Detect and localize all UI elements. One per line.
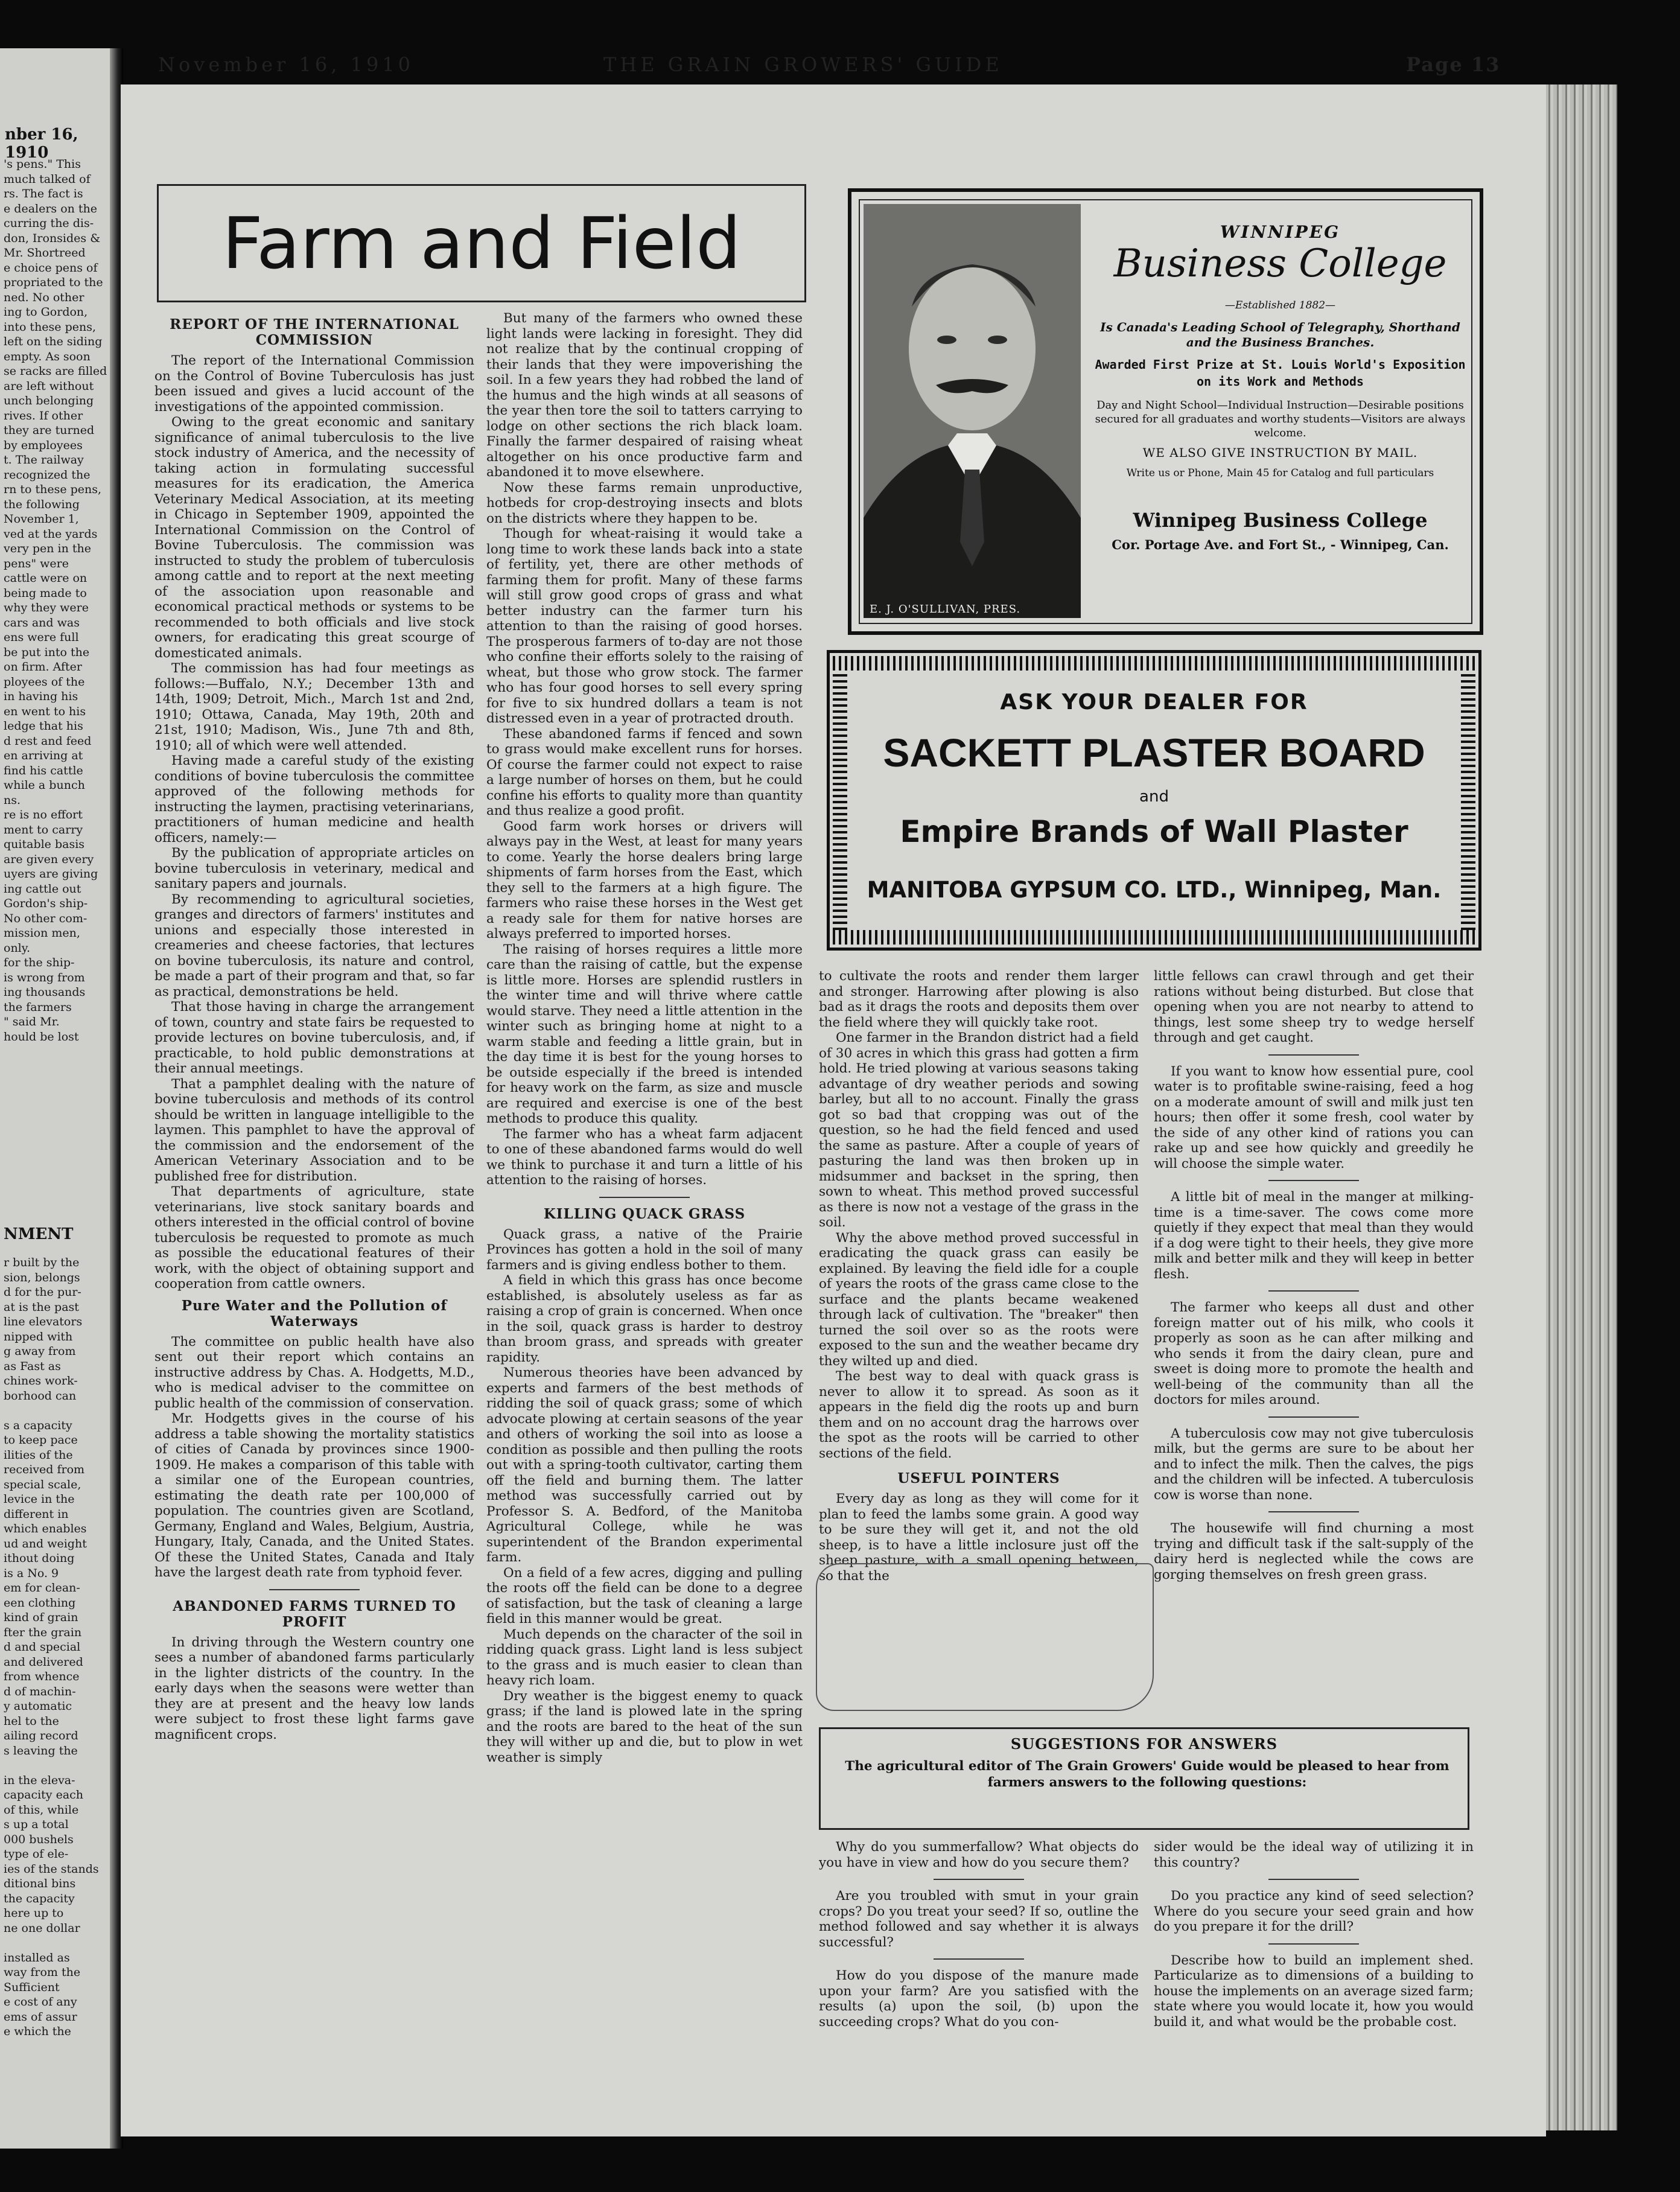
left-page-line: the capacity — [4, 1891, 75, 1905]
article-paragraph: Good farm work horses or drivers will always pay in the West, at least for many years to come. Yearly the horse dealers bring large shipments of farm horses from the East, which they sell to the farmers at a high figure. The farmers who raise these horses in the West get a ready sale for them for native horses are always preferred to imported horses. — [486, 818, 803, 941]
left-page-line: chines work- — [4, 1374, 78, 1388]
left-page-line: left on the siding — [4, 335, 103, 348]
article-paragraph: A field in which this grass has once become established, is absolutely useless as far as raising a crop of grain is concerned. When once in the soil, quack grass is harder to destroy than broom grass, and spreads with greater rapidity. — [486, 1273, 803, 1365]
left-page-line: capacity each — [4, 1788, 84, 1802]
left-page-line: e which the — [4, 2025, 71, 2038]
left-page-line: d and special — [4, 1640, 81, 1654]
left-page-line: Gordon's ship- — [4, 897, 88, 910]
article-paragraph: A tuberculosis cow may not give tuberculosis milk, but the germs are sure to be about her and to infect the milk. Then the calves, the pigs and the children will be infected. A tuberculosis cow is worse than none. — [1154, 1426, 1474, 1503]
left-page-text-top — [4, 157, 112, 1044]
article-paragraph: Having made a careful study of the existing conditions of bovine tuberculosis the committee approved of the following methods for instructing the laymen, practising veterinarians, practitioners of human medicine and health officers, namely:— — [154, 753, 474, 846]
left-page-line: hel to the — [4, 1714, 59, 1728]
left-page-line: are left without — [4, 379, 94, 393]
left-page-line: the following — [4, 497, 80, 511]
section-title: Farm and Field — [221, 202, 742, 285]
section-title-box — [157, 184, 806, 302]
left-page-line: November 1, — [4, 512, 79, 526]
article-paragraph: The farmer who keeps all dust and other foreign matter out of his milk, who cools it properly as soon as he can after milking and who sends it from the dairy clean, pure and sweet is doing more to promote the health and well-being of the community than all the doctors for miles around. — [1154, 1300, 1474, 1407]
left-page-line: while a bunch — [4, 779, 85, 792]
left-page-line: here up to — [4, 1907, 64, 1920]
left-page-line: s a capacity — [4, 1418, 72, 1432]
suggestions-title: SUGGESTIONS FOR ANSWERS — [1010, 1735, 1278, 1753]
question-paragraph: Why do you summerfallow? What objects do you have in view and how do you secure them? — [819, 1840, 1139, 1870]
left-page-line: ens were full — [4, 631, 79, 644]
ad-script-name: Business College — [1113, 241, 1447, 286]
article-paragraph: Mr. Hodgetts gives in the course of his address a table showing the mortality statistics of cities of Canada by provinces since 1900-1909. He makes a comparison of this table with a similar one of the European countries, estimating the death rate per 100,000 of population. The countries given are Scotland, Germany, England and Wales, Belgium, Austria, Hungary, Italy, Canada, and the United States. Of these the United States, Canada and Italy have the largest death rate from typhoid fever. — [154, 1411, 474, 1580]
left-page-line: ditional bins — [4, 1877, 76, 1890]
article-paragraph: On a field of a few acres, digging and pulling the roots off the field can be done to a degree of satisfaction, but the task of cleaning a large field in this manner would be great. — [486, 1565, 803, 1626]
left-page-line: from whence — [4, 1670, 80, 1683]
article-paragraph: Dry weather is the biggest enemy to quack grass; if the land is plowed late in the spring and the roots are bared to the heat of the sun they will wither up and die, but to plow in wet weather is simply — [486, 1688, 803, 1765]
left-page-line: d for the pur- — [4, 1286, 81, 1299]
ad-mail-instruction: WE ALSO GIVE INSTRUCTION BY MAIL. — [1142, 445, 1418, 460]
left-page-line: type of ele- — [4, 1847, 69, 1861]
left-page-line: unch belonging — [4, 394, 94, 407]
left-page-text-bottom — [4, 1255, 112, 2039]
left-page-line: ing thousands — [4, 986, 86, 999]
left-page-line: ns. — [4, 793, 21, 807]
header-date: November 16, 1910 — [158, 53, 415, 76]
ad-sackett-plaster-board: SACKETT PLASTER BOARD — [883, 730, 1425, 775]
left-page-line: ems of assur — [4, 2010, 77, 2024]
ad-hatch-top — [833, 656, 1475, 671]
left-page-line: in having his — [4, 690, 78, 703]
left-page-line: " said Mr. — [4, 1015, 60, 1028]
left-page-line: and delivered — [4, 1655, 83, 1669]
left-page-line: rives. If other — [4, 409, 83, 422]
article-paragraph: Why the above method proved successful in eradicating the quack grass can easily be explained. By leaving the field idle for a couple of years the roots of the grass came close to the surface and the plants became weakened through lack of cultivation. The "breaker" then turned the soil over so as the roots were exposed to the sun and the weather became dry they wilted up and died. — [819, 1230, 1139, 1369]
article-paragraph: That a pamphlet dealing with the nature of bovine tuberculosis and methods of its control should be written in language intelligible to the laymen. This pamphlet to have the approval of the commission and the endorsement of the American Veterinary Association and to be published free for distribution. — [154, 1076, 474, 1184]
portrait-caption: E. J. O'SULLIVAN, PRES. — [870, 603, 1021, 616]
article-paragraph: to cultivate the roots and render them larger and stronger. Harrowing after plowing is also bad as it drags the roots and deposits them over the field where they will quickly take root. — [819, 969, 1139, 1030]
left-page-line: s leaving the — [4, 1744, 78, 1757]
ad-hatch-bottom — [833, 930, 1475, 945]
left-page-line: cattle were on — [4, 572, 88, 585]
left-page-line: en arriving at — [4, 749, 83, 762]
ad-script-city: WINNIPEG — [1220, 222, 1341, 242]
left-page-line: recognized the — [4, 468, 91, 482]
left-page-line: empty. As soon — [4, 349, 91, 363]
winnipeg-business-college-ad — [848, 188, 1483, 635]
article-paragraph: That departments of agriculture, state veterinarians, live stock sanitary boards and others interested in the official control of bovine tuberculosis be requested to promote as much as possible the educational features of their work, with the object of obtaining support and cooperation from cattle owners. — [154, 1184, 474, 1292]
left-page-line: ing cattle out — [4, 882, 81, 896]
left-page-line: are given every — [4, 852, 94, 866]
left-page-line: they are turned — [4, 424, 95, 437]
left-page-line: g away from — [4, 1345, 76, 1358]
left-page-line: why they were — [4, 601, 89, 614]
questions-left-column — [819, 1840, 1139, 2093]
article-paragraph: The housewife will find churning a most trying and difficult task if the salt-supply of the dairy herd is neglected while the cows are gorging themselves on fresh green grass. — [1154, 1521, 1474, 1582]
left-page-line: borhood can — [4, 1389, 77, 1403]
ad-award: Awarded First Prize at St. Louis World's Exposition on its Work and Methods — [1095, 357, 1466, 389]
column-4 — [1154, 969, 1474, 1723]
left-page-line — [4, 1758, 112, 1773]
section-divider — [1268, 1511, 1359, 1512]
questions-right-column — [1154, 1840, 1474, 2093]
left-page-line: is a No. 9 — [4, 1566, 59, 1580]
article-paragraph: These abandoned farms if fenced and sown to grass would make excellent runs for horses. Of course the farmer could not expect to raise a large number of horses on them, but he could confine his efforts to quality more than quantity and thus realize a good profit. — [486, 726, 803, 818]
subheadline-pure-water: Pure Water and the Pollution of Waterways — [181, 1297, 448, 1330]
section-divider — [1268, 1943, 1359, 1945]
ad-empire-brands: Empire Brands of Wall Plaster — [900, 814, 1408, 849]
left-page-line: special scale, — [4, 1477, 81, 1491]
section-divider — [934, 1958, 1024, 1960]
section-divider — [1268, 1180, 1359, 1181]
article-paragraph: The raising of horses requires a little more care than the raising of cattle, but the expense is little more. Horses are splendid rustlers in the winter time and will thrive where cattle would starve. They need a little attention in the winter such as bringing home at night to a warm stable and feeding a little grain, but in the day time it is best for the young horses to be outside especially if the breed is intended for heavy work on the farm, as size and muscle are required and exercise is one of the best methods to produce this quality. — [486, 941, 803, 1126]
left-page-line: only. — [4, 941, 31, 955]
question-paragraph: sider would be the ideal way of utilizing it in this country? — [1154, 1840, 1474, 1870]
left-page-line: d rest and feed — [4, 734, 92, 748]
question-paragraph: Do you practice any kind of seed selection? Where do you secure your seed grain and how do you prepare it for the drill? — [1154, 1888, 1474, 1934]
article-paragraph: But many of the farmers who owned these light lands were lacking in foresight. They did not realize that by the continual cropping of their lands that they were impoverishing the soil. In a few years they had robbed the land of the humus and the high winds at all seasons of the year then tore the soil to tatters carrying to lodge on other sections the rich black loam. Finally the farmer despaired of raising wheat altogether on his once productive farm and abandoned it to move elsewhere. — [486, 311, 803, 480]
ad-write-phone: Write us or Phone, Main 45 for Catalog and full particulars — [1126, 467, 1434, 479]
left-page-line: ned. No other — [4, 290, 84, 304]
ad-college-address: Cor. Portage Ave. and Fort St., - Winnipeg, Can. — [1112, 537, 1449, 552]
ad-ask-dealer: ASK YOUR DEALER FOR — [1000, 690, 1308, 715]
left-page-line: uyers are giving — [4, 867, 98, 881]
article-paragraph: A little bit of meal in the manger at milking-time is a time-saver. The cows come more quietly if they expect that meal than they would if a dog were tight to their heels, they give more milk and better milk and they will keep in better flesh. — [1154, 1190, 1474, 1282]
section-divider — [269, 1589, 360, 1590]
left-page-line — [4, 1403, 112, 1418]
left-page-line: ailing record — [4, 1729, 78, 1742]
section-divider — [1268, 1879, 1359, 1880]
headline-useful-pointers: USEFUL POINTERS — [897, 1470, 1060, 1486]
section-divider — [1268, 1290, 1359, 1292]
left-page-line: mission men, — [4, 926, 80, 940]
left-page-line: ledge that his — [4, 719, 83, 733]
ad-established: —Established 1882— — [1224, 299, 1336, 311]
left-page-line: find his cattle — [4, 763, 83, 777]
left-page-line: levice in the — [4, 1493, 75, 1506]
article-paragraph: Much depends on the character of the soil in ridding quack grass. Light land is less subject to the grass and is much easier to clean than heavy rich loam. — [486, 1626, 803, 1688]
article-paragraph: Now these farms remain unproductive, hotbeds for crop-destroying insects and blots on the districts where they happen to be. — [486, 480, 803, 526]
left-page-line: ilities of the — [4, 1448, 73, 1462]
useful-pointers-outline — [816, 1563, 1154, 1711]
left-page-line: cars and was — [4, 616, 80, 629]
left-page-line: 's pens." This — [4, 158, 81, 171]
left-page-line: of this, while — [4, 1803, 79, 1817]
portrait-illustration — [864, 204, 1081, 618]
article-paragraph: By the publication of appropriate articles on bovine tuberculosis in veterinary, medical and sanitary papers and journals. — [154, 846, 474, 891]
article-paragraph: In driving through the Western country one sees a number of abandoned farms particularly in the lighter districts of the country. In the early days when the seasons were wetter than they are at present and the heavy low lands were subject to frost these light farms gave magnificent crops. — [154, 1634, 474, 1742]
ad-and: and — [1139, 788, 1169, 806]
left-page-line: don, Ironsides & — [4, 231, 101, 245]
left-page-line: rn to these pens, — [4, 483, 102, 496]
headline-killing-quack-grass: KILLING QUACK GRASS — [543, 1205, 746, 1222]
left-page-line: for the ship- — [4, 956, 75, 969]
header-page-number: Page 13 — [1406, 53, 1501, 76]
left-page-line: rs. The fact is — [4, 187, 83, 200]
headline-international-commission: REPORT OF THE INTERNATIONAL COMMISSION — [170, 316, 459, 348]
left-page-line: to keep pace — [4, 1433, 78, 1447]
article-paragraph: Numerous theories have been advanced by experts and farmers of the best methods of ridding the soil of quack grass; some of which advocate plowing at certain seasons of the year and others of working the soil into as loose a condition as possible and then pulling the roots out with a spring-tooth cultivator, carting them off the field and burning them. The latter method was successfully carried out by Professor S. A. Bedford, of the Manitoba Agricultural College, while he was superintendent of the Brandon experimental farm. — [486, 1365, 803, 1565]
left-page-line: r built by the — [4, 1256, 80, 1269]
left-page-line: curring the dis- — [4, 217, 94, 230]
question-paragraph: Describe how to build an implement shed. Particularize as to dimensions of a building to house the implements on an average sized farm; state where you would locate it, how you would build it, and what would be the probable cost. — [1154, 1952, 1474, 2030]
section-divider — [934, 1879, 1024, 1880]
left-page-line: d of machin- — [4, 1684, 76, 1698]
question-paragraph: Are you troubled with smut in your grain crops? Do you treat your seed? If so, outline the method followed and say whether it is always successful? — [819, 1888, 1139, 1950]
suggestions-box — [819, 1727, 1469, 1830]
article-paragraph: The committee on public health have also sent out their report which contains an instructive address by Chas. A. Hodgetts, M.D., who is medical adviser to the committee on public health of the commission of conservation. — [154, 1334, 474, 1411]
ad-college-name: Winnipeg Business College — [1133, 509, 1428, 532]
article-paragraph: The best way to deal with quack grass is never to allow it to spread. As soon as it appears in the field dig the roots up and burn them and on no account drag the harrows over the spot as the roots will be carried to other sections of the field. — [819, 1369, 1139, 1461]
left-page-line: on firm. After — [4, 660, 82, 674]
left-page-line: very pen in the — [4, 542, 91, 555]
ad-manitoba-gypsum: MANITOBA GYPSUM CO. LTD., Winnipeg, Man. — [867, 877, 1442, 903]
left-page-line: quitable basis — [4, 838, 85, 851]
left-page-line: into these pens, — [4, 320, 97, 334]
column-2 — [486, 311, 803, 2091]
left-page-line: in the eleva- — [4, 1773, 75, 1787]
ad-leading-school: Is Canada's Leading School of Telegraphy, Shorthand and the Business Branches. — [1100, 320, 1460, 349]
sackett-plaster-board-ad — [827, 650, 1481, 951]
article-paragraph: Quack grass, a native of the Prairie Provinces has gotten a hold in the soil of many farmers and is giving endless bother to them. — [486, 1226, 803, 1273]
left-page-line: being made to — [4, 586, 87, 600]
article-paragraph: That those having in charge the arrangement of town, country and state fairs be requested to provide lectures on bovine tuberculosis, and, if practicable, to hold public demonstrations at their annual meetings. — [154, 999, 474, 1076]
left-page-line: ies of the stands — [4, 1862, 99, 1876]
left-page-subhead: NMENT — [4, 1225, 74, 1243]
left-page-line: t. The railway — [4, 453, 84, 467]
left-page-line: y automatic — [4, 1700, 72, 1713]
header-paper-title: THE GRAIN GROWERS' GUIDE — [603, 53, 1003, 76]
left-page-line: line elevators — [4, 1315, 83, 1328]
left-page-line: which enables — [4, 1522, 87, 1535]
left-page-line: s up a total — [4, 1818, 69, 1831]
left-page-line: ne one dollar — [4, 1921, 80, 1935]
left-page-line: em for clean- — [4, 1581, 80, 1595]
article-paragraph: Every day as long as they will come for it plan to feed the lambs some grain. A good way to be sure they will get it, and not the old sheep, is to have a little inclosure just off the sheep pasture, with a small opening between, so that the — [819, 1491, 1139, 1584]
article-paragraph: The report of the International Commission on the Control of Bovine Tuberculosis has just been issued and gives a lucid account of the investigations of the appointed commission. — [154, 353, 474, 415]
suggestions-body: The agricultural editor of The Grain Growers' Guide would be pleased to hear from farmers answers to the following questions: — [845, 1759, 1449, 1790]
left-page-line: ment to carry — [4, 823, 83, 836]
article-paragraph: Owing to the great economic and sanitary significance of animal tuberculosis to the live stock industry of America, and the necessity of taking action in formulating successful measures for its eradication, the America Veterinary Medical Association, at its meeting in Chicago in September 1909, appointed the International Commission on the Control of Bovine Tuberculosis. The commission was instructed to study the problem of tuberculosis among cattle and to report at the next meeting of the association upon reasonable and economical practical methods or systems to be recommended to both officials and live stock owners, for eradicating this great scourge of domesticated animals. — [154, 415, 474, 661]
left-page-line: kind of grain — [4, 1611, 78, 1624]
ad-day-night-school: Day and Night School—Individual Instruction—Desirable positions secured for all graduates and worthy students—Visitors are always welcome. — [1095, 399, 1466, 439]
article-paragraph: The commission has had four meetings as follows:—Buffalo, N.Y.; December 13th and 14th, 1909; Detroit, Mich., March 1st and 2nd, 1910; Ottawa, Canada, May 19th, 20th and 21st, 1910; Madison, Wis., June 7th and 8th, 1910; all of which were well attended. — [154, 661, 474, 753]
left-page-line: by employees — [4, 438, 83, 452]
left-page-line: e dealers on the — [4, 202, 98, 215]
left-page-line: ved at the yards — [4, 527, 98, 541]
left-page-line: 000 bushels — [4, 1832, 74, 1846]
left-page-line: different in — [4, 1507, 69, 1521]
question-paragraph: How do you dispose of the manure made upon your farm? Are you satisfied with the results (a) upon the soil, (b) upon the succeeding crops? What do you con- — [819, 1968, 1139, 2030]
section-divider — [1268, 1416, 1359, 1418]
left-page-line: sion, belongs — [4, 1270, 80, 1284]
left-page-line: hould be lost — [4, 1030, 79, 1043]
article-paragraph: If you want to know how essential pure, cool water is to profitable swine-raising, feed a hog on a moderate amount of swill and milk just ten hours; then offer it some fresh, cool water by the side of any other kind of rations you can rake up and see how quickly and greedily he will choose the simple water. — [1154, 1063, 1474, 1171]
left-page-line — [4, 1936, 112, 1951]
left-page-line: No other com- — [4, 911, 88, 925]
left-facing-page — [0, 48, 116, 2149]
page-stack-edge — [1545, 84, 1617, 2130]
left-page-line: Sufficient — [4, 1980, 60, 1994]
left-page-line: ithout doing — [4, 1552, 75, 1565]
left-page-line: be put into the — [4, 645, 90, 659]
left-page-line: e choice pens of — [4, 261, 98, 275]
section-divider — [1268, 1054, 1359, 1056]
left-page-line: at is the past — [4, 1300, 79, 1314]
article-paragraph: The farmer who has a wheat farm adjacent to one of these abandoned farms would do well we think to purchase it and turn a little of his attention to the raising of horses. — [486, 1126, 803, 1188]
left-page-line: as Fast as — [4, 1359, 61, 1373]
left-page-line: ing to Gordon, — [4, 305, 88, 319]
left-page-line: propriated to the — [4, 276, 103, 289]
left-page-line: se racks are filled — [4, 365, 107, 378]
article-paragraph: little fellows can crawl through and get their rations without being disturbed. But close that opening when you are not nearby to attend to things, lest some sheep try to wedge herself through and get caught. — [1154, 969, 1474, 1045]
left-page-line: e cost of any — [4, 1995, 77, 2009]
left-page-line: nipped with — [4, 1330, 73, 1343]
left-page-line: re is no effort — [4, 808, 83, 821]
left-page-line: pens" were — [4, 556, 69, 570]
left-page-line: Mr. Shortreed — [4, 246, 86, 260]
left-page-line: een clothing — [4, 1596, 76, 1610]
left-page-line: ud and weight — [4, 1537, 87, 1550]
left-page-header: nber 16, 1910 — [5, 126, 78, 162]
left-page-line: received from — [4, 1463, 85, 1476]
left-page-line: way from the — [4, 1966, 81, 1979]
left-page-line: is wrong from — [4, 970, 85, 984]
left-page-line: installed as — [4, 1951, 70, 1964]
article-paragraph: One farmer in the Brandon district had a field of 30 acres in which this grass had gotten a firm hold. He tried plowing at various seasons taking advantage of dry weather periods and sowing barley, but all to no account. Finally the grass got so bad that cropping was out of the question, so he had the field fenced and used the same as pasture. After a couple of years of pasturing the land was then broken up in midsummer and backset in the spring, then sown to wheat. This method proved successful as there is now not a vestage of the grass in the soil. — [819, 1030, 1139, 1230]
left-page-line: the farmers — [4, 1000, 72, 1014]
article-paragraph: By recommending to agricultural societies, granges and directors of farmers' institutes and unions and especially those interested in creameries and cheese factories, that lectures on bovine tuberculosis, its nature and control, be made a part of their program and that, so far as practical, demonstrations be held. — [154, 891, 474, 999]
headline-abandoned-farms: ABANDONED FARMS TURNED TO PROFIT — [173, 1598, 456, 1630]
article-paragraph: Though for wheat-raising it would take a long time to work these lands back into a state of fertility, yet, there are other methods of farming them for profit. Many of these farms will still grow good crops of grass and what better industry can the farmer turn his attention to than the raising of good horses. The prosperous farmers of to-day are not those who confine their efforts solely to the raising of wheat, but those who grow stock. The farmer who has four good horses to sell every spring for five to six hundred dollars a team is not distressed even in a year of protracted drouth. — [486, 526, 803, 726]
left-page-line: ployees of the — [4, 675, 85, 689]
portrait-photo — [864, 204, 1081, 618]
left-page-line: much talked of — [4, 172, 91, 186]
left-page-line: fter the grain — [4, 1625, 82, 1639]
section-divider — [599, 1197, 690, 1198]
column-1 — [154, 311, 474, 2091]
left-page-line: en went to his — [4, 704, 86, 718]
